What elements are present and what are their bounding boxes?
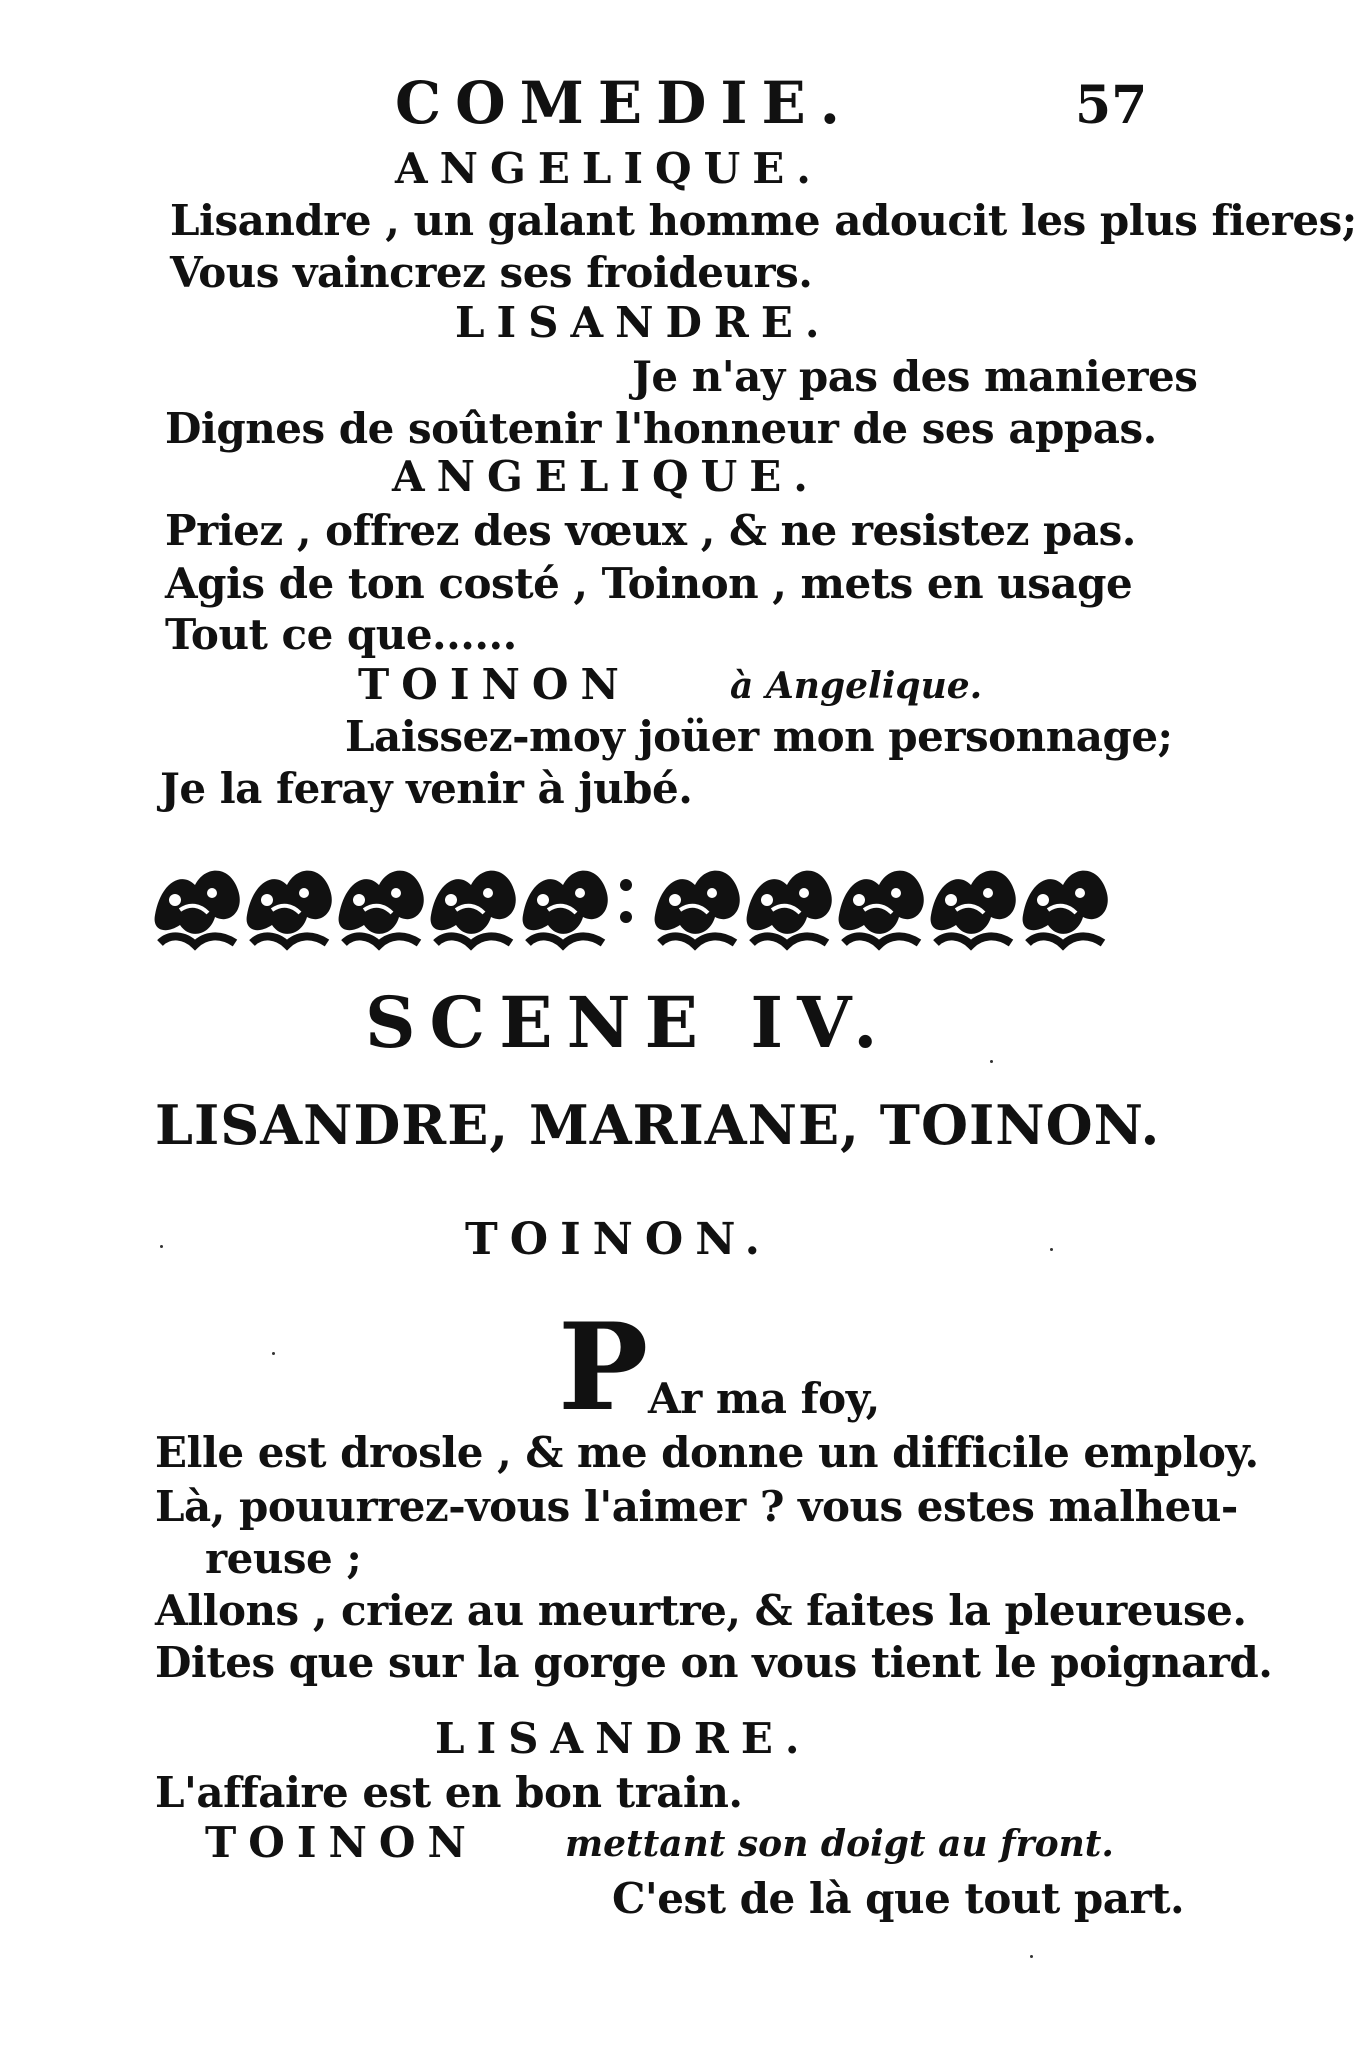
running-head: COMEDIE. <box>395 69 854 137</box>
drop-cap: P <box>558 1297 649 1438</box>
scene-title: SCENE IV. <box>365 981 892 1064</box>
verse-line: Je n'ay pas des manieres <box>632 352 1198 401</box>
speaker-lisandre: LISANDRE. <box>455 298 832 347</box>
speaker-angelique: ANGELIQUE. <box>395 144 823 193</box>
verse-line: Allons , criez au meurtre, & faites la pleureuse. <box>155 1586 1247 1635</box>
speaker-toinon: TOINON. <box>465 1214 772 1265</box>
verse-line: reuse ; <box>205 1534 362 1583</box>
ornament-band <box>150 855 1125 950</box>
speaker-lisandre: LISANDRE. <box>435 1714 812 1763</box>
verse-line: Dites que sur la gorge on vous tient le poignard. <box>155 1638 1273 1687</box>
ornament-svg <box>150 855 1125 950</box>
verse-line: Dignes de soûtenir l'honneur de ses appas. <box>165 404 1157 453</box>
speaker-toinon: TOINON <box>358 660 631 709</box>
verse-line: Tout ce que...... <box>165 610 517 659</box>
verse-line: Vous vaincrez ses froideurs. <box>170 248 813 297</box>
verse-line: L'affaire est en bon train. <box>155 1768 743 1817</box>
verse-line: Laissez-moy joüer mon personnage; <box>345 712 1173 761</box>
verse-line: Priez , offrez des vœux , & ne resistez pas. <box>165 506 1136 555</box>
stage-direction: mettant son doigt au front. <box>565 1823 1114 1865</box>
speaker-toinon: TOINON <box>205 1818 478 1867</box>
verse-line: Là, pouurrez-vous l'aimer ? vous estes malheu- <box>155 1482 1238 1531</box>
verse-line: Agis de ton costé , Toinon , mets en usage <box>165 559 1133 608</box>
verse-line: Elle est drosle , & me donne un difficile employ. <box>155 1428 1259 1477</box>
verse-line: C'est de là que tout part. <box>612 1874 1185 1923</box>
page-number: 57 <box>1075 75 1148 136</box>
verse-line: Je la feray venir à jubé. <box>160 764 693 813</box>
speaker-angelique: ANGELIQUE. <box>392 452 820 501</box>
verse-line: Lisandre , un galant homme adoucit les plus fieres; <box>170 196 1357 245</box>
cast-list: LISANDRE, MARIANE, TOINON. <box>155 1093 1161 1157</box>
verse-line: Ar ma foy, <box>648 1374 880 1423</box>
stage-direction: à Angelique. <box>730 665 983 707</box>
